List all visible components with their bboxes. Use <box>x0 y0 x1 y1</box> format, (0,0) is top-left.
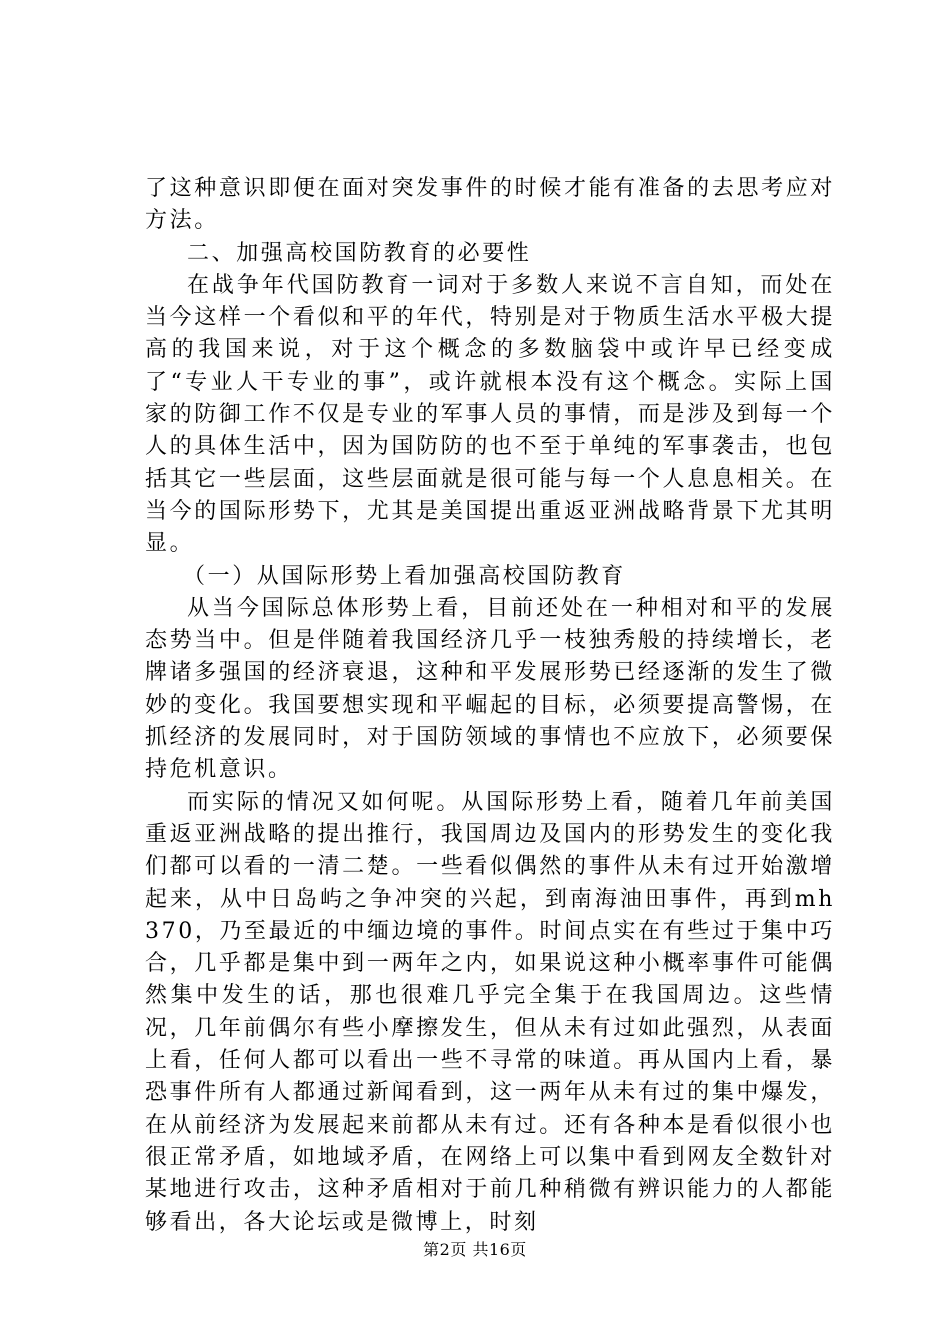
section-heading: 二、加强高校国防教育的必要性 <box>187 240 532 266</box>
paragraph: 从当今国际总体形势上看，目前还处在一种相对和平的发展态势当中。但是伴随着我国经济几乎一枝独秀般的持续增长，老牌诸多强国的经济衰退，这种和平发展形势已经逐渐的发生了微妙的变化。我国要想实现和平崛起的目标，必须要提高警惕，在抓经济的发展同时，对于国防领域的事情也不应放下，必须要保持危机意识。 <box>145 595 835 783</box>
paragraph: 而实际的情况又如何呢。从国际形势上看，随着几年前美国重返亚洲战略的提出推行，我国周边及国内的形势发生的变化我们都可以看的一清二楚。一些看似偶然的事件从未有过开始激增起来，从中日岛屿之争冲突的兴起，到南海油田事件，再到mh370，乃至最近的中缅边境的事件。时间点实在有些过于集中巧合，几乎都是集中到一两年之内，如果说这种小概率事件可能偶然集中发生的话，那也很难几乎完全集于在我国周边。这些情况，几年前偶尔有些小摩擦发生，但从未有过如此强烈，从表面上看，任何人都可以看出一些不寻常的味道。再从国内上看，暴恐事件所有人都通过新闻看到，这一两年从未有过的集中爆发，在从前经济为发展起来前都从未有过。还有各种本是看似很小也很正常矛盾，如地域矛盾，在网络上可以集中看到网友全数针对某地进行攻击，这种矛盾相对于前几种稍微有辨识能力的人都能够看出，各大论坛或是微博上，时刻 <box>145 789 835 1235</box>
paragraph: 在战争年代国防教育一词对于多数人来说不言自知，而处在当今这样一个看似和平的年代，特别是对于物质生活水平极大提高的我国来说，对于这个概念的多数脑袋中或许早已经变成了“专业人干专业的事”，或许就根本没有这个概念。实际上国家的防御工作不仅是专业的军事人员的事情，而是涉及到每一个人的具体生活中，因为国防防的也不至于单纯的军事袭击，也包括其它一些层面，这些层面就是很可能与每一个人息息相关。在当今的国际形势下，尤其是美国提出重返亚洲战略背景下尤其明显。 <box>145 272 835 557</box>
document-body <box>145 173 835 1239</box>
page-number-footer: 第2页 共16页 <box>423 1240 527 1259</box>
subsection-heading: （一）从国际形势上看加强高校国防教育 <box>183 563 626 589</box>
paragraph-continuation: 了这种意识即便在面对突发事件的时候才能有准备的去思考应对方法。 <box>145 176 835 234</box>
